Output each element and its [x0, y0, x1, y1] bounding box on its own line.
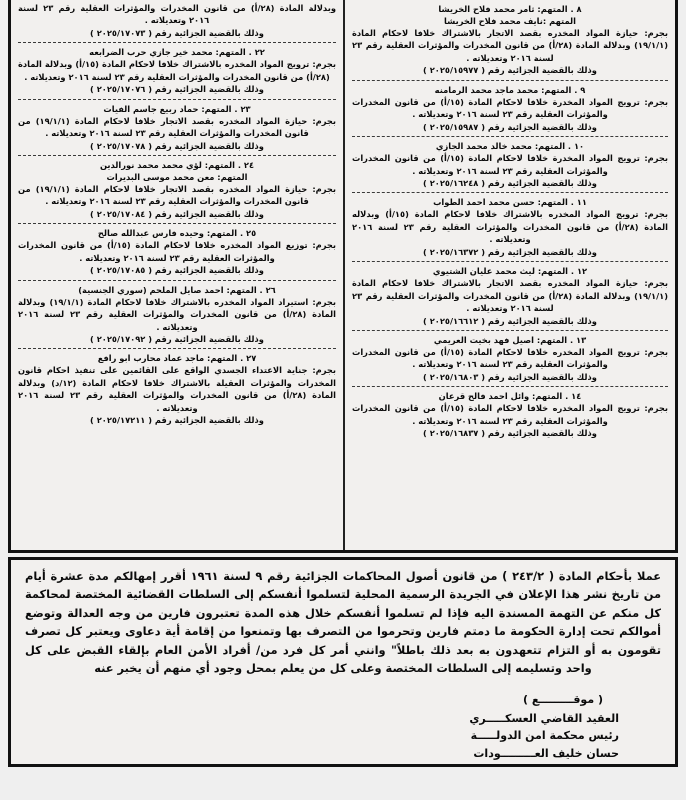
- signatory-title: رئيس محكمة امن الدولـــــة: [470, 729, 619, 743]
- signature-stamp-label: ( موقـــــــــع ): [523, 692, 603, 706]
- charge-text: بجرم: حيازة المواد المخدره بقصد الاتجار بالاشتراك خلافا لاحكام المادة (١٩/١/١) وبدلالة المادة (٢٨/أ) من قانون المخدرات والمؤثرات العقلية رقم ٢٣ لسنة ٢٠١٦ وتعديلاته .: [352, 278, 668, 314]
- case-number: وذلك بالقضية الجزائية رقم ( ٢٠٢٥/١٦٣٧٢ ): [423, 246, 597, 257]
- signatory-rank: العقيد القاضي العسكـــــري: [469, 711, 619, 725]
- case-number: وذلك بالقضية الجزائية رقم ( ٢٠٢٥/١٧٠٧٦ ): [90, 84, 264, 95]
- case-number: وذلك بالقضية الجزائية رقم ( ٢٠٢٥/١٧٠٧٨ ): [90, 140, 264, 151]
- case-number: وذلك بالقضية الجزائية رقم ( ٢٠٢٥/١٦٦١٢ ): [423, 315, 597, 326]
- accused-name: ١٣ . المتهم: اصيل فهد بخيت العريمي: [433, 334, 587, 345]
- charge-text: بجرم: ترويج المواد المخدره بالاشتراك خلافا لاحكام المادة (١٥/أ) وبدلاله المادة (٢٨/أ) من قانون المخدرات والمؤثرات العقلية رقم ٢٣ لسنة ٢٠١٦ وتعديلاته .: [352, 209, 668, 245]
- entries-column-left: [11, 0, 343, 550]
- case-number: وذلك بالقضية الجزائية رقم ( ٢٠٢٥/١٧٠٨٤ ): [90, 208, 264, 219]
- charge-text: بجرم: توزيع المواد المخدره خلافا لاحكام المادة (١٥/أ) من قانون المخدرات والمؤثرات العقلية رقم ٢٣ لسنة ٢٠١٦ وتعديلاته .: [18, 240, 336, 263]
- case-number: وذلك بالقضية الجزائية رقم ( ٢٠٢٥/١٧٢١١ ): [90, 415, 264, 426]
- case-number: وذلك بالقضية الجزائية رقم ( ٢٠٢٥/١٥٩٨٧ ): [423, 121, 597, 132]
- charge-text: بجرم: حيازة المواد المخدره بقصد الاتجار بالاشتراك خلافا لاحكام المادة (١٩/١/١) وبدلالة المادة (٢٨/أ) من قانون المخدرات والمؤثرات العقلية رقم ٢٣ لسنة ٢٠١٦ وتعديلاته .: [352, 28, 668, 63]
- accused-name: ٢٦ . المتهم: احمد صايل الملحم (سوري الجنسية): [78, 284, 276, 295]
- defendant-entries-frame: [8, 0, 678, 553]
- defendant-entry: [352, 386, 668, 439]
- case-number: وذلك بالقضية الجزائية رقم ( ٢٠٢٥/١٧٠٨٥ ): [90, 265, 264, 276]
- accused-name: ٢٥ . المتهم: وحيده فارس عبدالله صالح: [97, 228, 257, 239]
- defendant-entry: [18, 99, 336, 152]
- defendant-entry: [352, 2, 668, 77]
- defendant-entry: [18, 223, 336, 276]
- accused-name: ٩ . المتهم: محمد ماجد محمد الرمامنه: [434, 84, 586, 95]
- charge-text: بجرم: حيازة المواد المخدره بقصد الاتجار خلافا لاحكام المادة (١٩/١/١) من قانون المخدرات والمؤثرات العقلية رقم ٢٣ لسنة ٢٠١٦ وتعديلاته .: [18, 115, 336, 139]
- defendant-entry: [352, 136, 668, 189]
- case-number: وذلك بالقضية الجزائية رقم ( ٢٠٢٥/١٦٨٠٣ ): [423, 371, 597, 382]
- case-number: وذلك بالقضية الجزائية رقم ( ٢٠٢٥/١٧٠٩٢ ): [90, 333, 264, 344]
- charge-text: بجرم: ترويج المواد المخدره خلافا لاحكام المادة (١٥/أ) من قانون المخدرات والمؤثرات العقلية رقم ٢٣ لسنة ٢٠١٦ وتعديلاته .: [352, 346, 668, 370]
- charge-text: بجرم: ترويج المواد المخدره بالاشتراك خلافا لاحكام المادة (١٥/أ) وبدلالة المادة (٢٨/أ) من قانون المخدرات والمؤثرات العقلية رقم ٢٣ لسنة ٢٠١٦ وتعديلاته .: [18, 59, 336, 82]
- defendant-entry: [18, 42, 336, 95]
- charge-text: وبدلالة المادة (٢٨/أ) من قانون المخدرات والمؤثرات العقلية رقم ٢٣ لسنة ٢٠١٦ وتعديلاته .: [18, 3, 336, 26]
- defendant-entry: [352, 261, 668, 327]
- defendant-entry: [352, 330, 668, 383]
- accused-name: ٢٧ . المتهم: ماجد عماد محارب ابو رافع: [97, 353, 257, 364]
- case-number: وذلك بالقضية الجزائية رقم ( ٢٠٢٥/١٦٢٤٨ ): [423, 178, 597, 188]
- accused-name: ١١ . المتهم: حسن محمد احمد الطواب: [433, 197, 587, 208]
- charge-text: بجرم: ترويج المواد المخدره خلافا لاحكام المادة (١٥/أ) من قانون المخدرات والمؤثرات العقلية رقم ٢٣ لسنة ٢٠١٦ وتعديلاته .: [352, 403, 668, 426]
- signatory-name: حسان خليف العـــــــــودات: [473, 747, 619, 761]
- closing-statement-frame: [8, 557, 678, 767]
- accused-name: ١٢ . المتهم: ليث محمد عليان الشتيوي: [432, 266, 588, 277]
- accused-name: ٢٤ . المتهم: لؤي محمد محمد نورالدين: [99, 159, 255, 170]
- accused-name-secondary: المتهم :نايف محمد فلاح الخريشا: [444, 16, 576, 27]
- entries-column-right: [343, 0, 675, 550]
- accused-name: ٨ . المتهم: ثامر محمد فلاح الخريشا: [438, 4, 582, 14]
- case-number: وذلك بالقضية الجزائية رقم ( ٢٠٢٥/١٦٨٣٧ ): [423, 428, 597, 439]
- charge-text: بجرم: ترويج المواد المخدرة خلافا لاحكام المادة (١٥/أ) من قانون المخدرات والمؤثرات العقلية رقم ٢٣ لسنة ٢٠١٦ وتعديلاته .: [352, 96, 668, 120]
- accused-name: ١٤ . المتهم: وائل احمد فالح قرعان: [438, 391, 582, 402]
- accused-name: ٢٣ . المتهم: حماد ربيع جاسم الفيات: [103, 103, 251, 114]
- defendant-entry: [18, 348, 336, 426]
- accused-name: ١٠ . المتهم: محمد خالد محمد الجازي: [435, 141, 585, 152]
- charge-text: بجرم: حيازة المواد المخدره بقصد الاتجار خلافا لاحكام المادة (١٩/١/١) من قانون المخدرات والمؤثرات العقلية رقم ٢٣ لسنة ٢٠١٦ وتعديلاته .: [18, 184, 336, 207]
- accused-name-secondary: المتهم: معن محمد موسى البديرات: [106, 171, 248, 182]
- charge-text: بجرم: جناية الاعتداء الجسدي الواقع على القائمين على تنفيذ احكام قانون المخدرات والمؤثرات العقيلة بالاشتراك خلافا لاحكام المادة (١٢/د) وبدلالة المادة (٢٨/أ) من قانون المخدرات والمؤثرات العقلية رقم ٢٣ لسنة ٢٠١٦ وتعديلاته .: [18, 365, 336, 413]
- defendant-entry: [18, 280, 336, 346]
- signature-block: [25, 691, 661, 763]
- closing-paragraph: عملا بأحكام المادة ( ٢٤٣/٢ ) من قانون أصول المحاكمات الجزائية رقم ٩ لسنة ١٩٦١ أقرر إمهالكم مدة عشرة أيام من تاريخ نشر هذا الإعلان في الجريدة الرسمية المحلية لتسلموا أنفسكم إلى السلطات القضائية المختصة لمحاكمة كل منكم عن التهمة المسندة اليه فإذا لم تسلموا أنفسكم خلال هذه المدة تعتبرون فارين من وجه العدالة وتوضع أموالكم تحت إدارة الحكومة ما دمتم فارين وتحرموا من التصرف بها وتمنعوا من إقامة أية دعاوى ويعتبر كل تصرف تقومون به أو التزام تتعهدون به بعد ذلك باطلاً" وانني أمر كل فرد من/ أفراد الأمن العام بإلقاء القبض على كل واحد وتسليمه إلى السلطات المختصة وعلى كل من يعلم بمحل وجود أي منهم أن يخبر عنه: [25, 569, 662, 676]
- case-number: وذلك بالقضية الجزائية رقم ( ٢٠٢٥/١٧٠٧٣ ): [90, 27, 264, 38]
- charge-text: بجرم: استيراد المواد المخدره بالاشتراك خلافا لاحكام المادة (١٩/١/١) وبدلالة المادة (٢٨/أ) من قانون المخدرات والمؤثرات العقلية رقم ٢٣ لسنة ٢٠١٦ وتعديلاته .: [18, 296, 336, 332]
- defendant-entry: [18, 155, 336, 220]
- accused-name: ٢٢ . المتهم: محمد خير جازي حرب الضرابعه: [89, 47, 265, 58]
- defendant-entry-truncated: [18, 2, 336, 39]
- charge-text: بجرم: ترويج المواد المخدرة خلافا لاحكام المادة (١٥/أ) من قانون المخدرات والمؤثرات العقلية رقم ٢٣ لسنة ٢٠١٦ وتعديلاته .: [352, 153, 668, 176]
- case-number: وذلك بالقضية الجزائية رقم ( ٢٠٢٥/١٥٩٧٧ ): [423, 65, 597, 76]
- defendant-entry: [352, 192, 668, 258]
- defendant-entry: [352, 80, 668, 133]
